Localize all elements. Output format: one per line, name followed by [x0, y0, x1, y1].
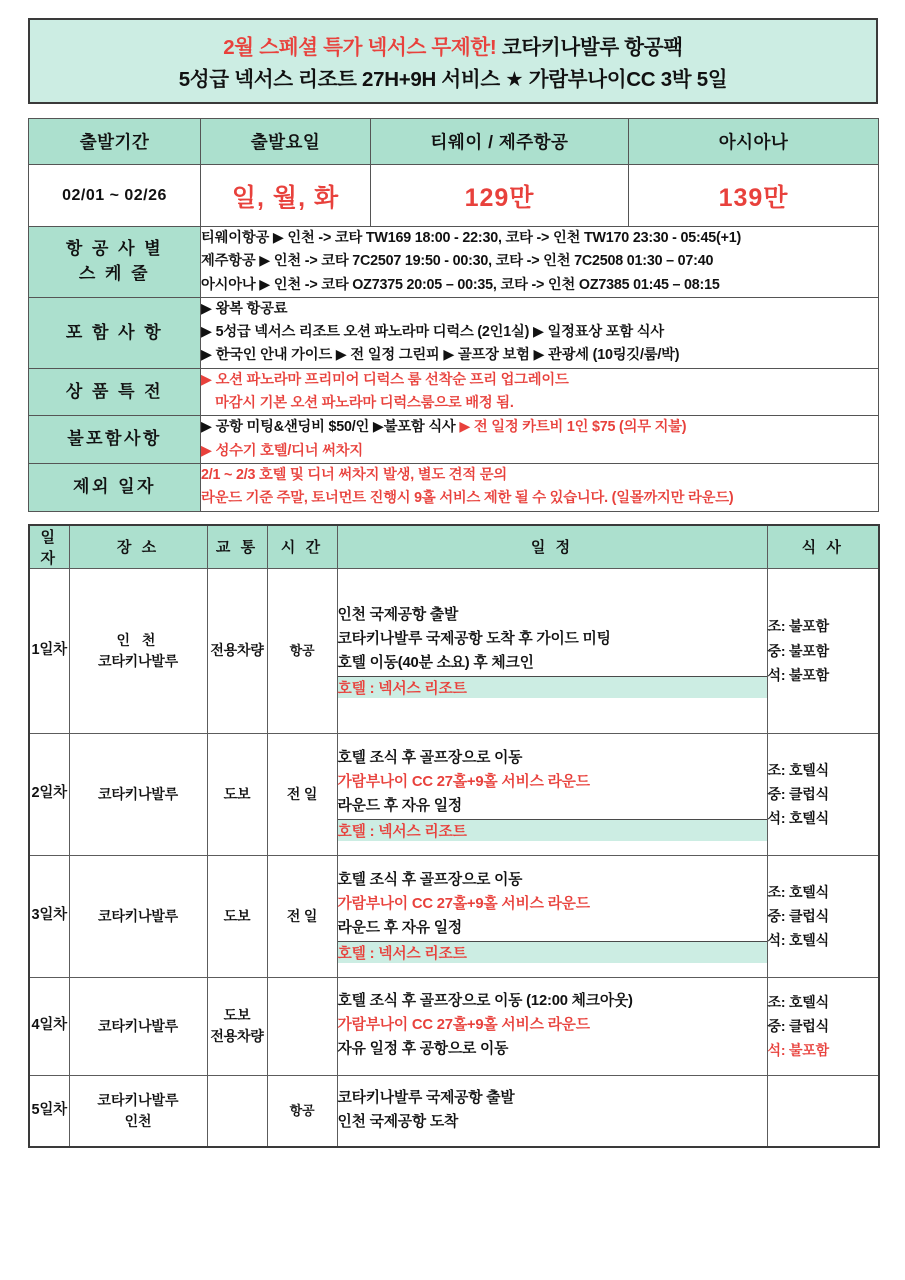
spec-label-airline-schedule [29, 227, 201, 298]
itinerary-header-row [29, 525, 879, 569]
day4-meals [767, 977, 879, 1075]
day4-transport-line2: 전용차량 [210, 1028, 264, 1045]
day1-transport: 전용차량 [207, 568, 267, 733]
day5-sched-line-2: 인천 국제공항 도착 [337, 1113, 459, 1130]
spec-body-blackout-dates [201, 463, 879, 511]
day1-schedule-main [338, 604, 767, 676]
day4-sched-line-3: 자유 일정 후 공항으로 이동 [337, 1041, 509, 1058]
title-line-1-red: 2월 스페셜 특가 넥서스 무제한! [223, 36, 497, 59]
day5-meals [767, 1075, 879, 1147]
day2-sched-line-2: 가람부나이 CC 27홀+9홀 서비스 라운드 [337, 774, 590, 791]
blackout-line-1: 2/1 ~ 2/3 호텔 및 디너 써차지 발생, 별도 견적 문의 [201, 466, 507, 483]
day4-label: 4일차 [29, 977, 69, 1075]
itinerary-header-schedule: 일 정 [337, 525, 767, 569]
inclusions-line-1: ▶ 왕복 항공료 [201, 300, 288, 317]
day4-transport [207, 977, 267, 1075]
day1-meals [767, 568, 879, 733]
spec-header-tway-jeju: 티웨이 / 제주항공 [371, 119, 629, 165]
day1-sched-line-2: 코타키나발루 국제공항 도착 후 가이드 미팅 [337, 630, 611, 647]
day4-transport-line1: 도보 [223, 1007, 251, 1024]
title-line-1-black: 코타키나발루 항공팩 [496, 36, 683, 59]
day2-transport: 도보 [207, 733, 267, 855]
day1-place-line1: 인 천 [116, 631, 160, 648]
blackout-line-2: 라운드 기준 주말, 토너먼트 진행시 9홀 서비스 제한 될 수 있습니다. (일몰까지만 라운드) [201, 490, 734, 507]
day4-meal-dinner: 석: 불포함 [767, 1042, 829, 1059]
spec-label-inclusions: 포 함 사 항 [29, 297, 201, 368]
inclusions-line-2: ▶ 5성급 넥서스 리조트 오션 파노라마 디럭스 (2인1실) ▶ 일정표상 포함 식사 [201, 324, 664, 341]
day3-meal-dinner: 석: 호텔식 [767, 932, 829, 949]
day3-time: 전 일 [267, 855, 337, 977]
spec-body-inclusions [201, 297, 879, 368]
spec-header-period: 출발기간 [29, 119, 201, 165]
spec-value-period: 02/01 ~ 02/26 [29, 165, 201, 227]
day5-place-line1: 코타키나발루 [97, 1091, 179, 1108]
package-spec-table [28, 118, 879, 512]
day2-place: 코타키나발루 [69, 733, 207, 855]
exclusions-line-1-text: ▶ 공항 미팅&샌딩비 $50/인 ▶불포함 식사 ▶ 전 일정 카트비 1인 $75 (의무 지불) [201, 419, 687, 436]
title-line-2: 5성급 넥서스 리조트 27H+9H 서비스 ★ 가람부나이CC 3박 5일 [178, 68, 728, 91]
day5-transport [207, 1075, 267, 1147]
spec-value-tway-jeju-price: 129만 [371, 165, 629, 227]
day1-time: 항공 [267, 568, 337, 733]
day4-schedule-cell [337, 977, 767, 1075]
day5-sched-line-1: 코타키나발루 국제공항 출발 [337, 1089, 515, 1106]
spec-header-row [29, 119, 879, 165]
itinerary-header-place: 장 소 [69, 525, 207, 569]
day3-meals [767, 855, 879, 977]
day1-label: 1일차 [29, 568, 69, 733]
day2-schedule-cell [337, 733, 767, 855]
spec-label-blackout-dates: 제외 일자 [29, 463, 201, 511]
day3-place: 코타키나발루 [69, 855, 207, 977]
benefits-line-1: ▶ 오션 파노라마 프리미어 디럭스 룸 선착순 프리 업그레이드 [201, 371, 569, 388]
day1-hotel: 호텔 : 넥서스 리조트 [338, 676, 767, 698]
day5-place-line2: 인천 [124, 1112, 152, 1129]
airline-schedule-line-3: 아시아나 ▶ 인천 -> 코타 OZ7375 20:05 – 00:35, 코타 -> 인천 OZ7385 01:45 – 08:15 [201, 276, 720, 293]
day5-time: 항공 [267, 1075, 337, 1147]
itinerary-header-time: 시 간 [267, 525, 337, 569]
day2-sched-line-1: 호텔 조식 후 골프장으로 이동 [337, 750, 523, 767]
spec-body-airline-schedule [201, 227, 879, 298]
day4-sched-line-1: 호텔 조식 후 골프장으로 이동 (12:00 체크아웃) [337, 993, 633, 1010]
spec-body-benefits [201, 368, 879, 416]
day1-sched-line-1: 인천 국제공항 출발 [337, 606, 459, 623]
day1-place [69, 568, 207, 733]
day3-meal-lunch: 중: 클럽식 [767, 908, 829, 925]
title-line-1 [223, 30, 683, 60]
spec-label-exclusions: 불포함사항 [29, 416, 201, 464]
day2-hotel: 호텔 : 넥서스 리조트 [338, 820, 767, 842]
day3-hotel: 호텔 : 넥서스 리조트 [338, 942, 767, 964]
inclusions-line-3: ▶ 한국인 안내 가이드 ▶ 전 일정 그린피 ▶ 골프장 보험 ▶ 관광세 (10링깃/룸/박) [201, 347, 680, 364]
spec-row-airline-schedule [29, 227, 879, 298]
spec-header-weekday: 출발요일 [201, 119, 371, 165]
day5-label: 5일차 [29, 1075, 69, 1147]
day4-place: 코타키나발루 [69, 977, 207, 1075]
spec-row-exclusions [29, 416, 879, 464]
day2-meals [767, 733, 879, 855]
exclusions-line-2: ▶ 성수기 호텔/디너 써차지 [201, 442, 363, 459]
spec-value-weekday: 일, 월, 화 [201, 165, 371, 227]
day3-schedule-main [338, 869, 767, 941]
itinerary-header-transport: 교 통 [207, 525, 267, 569]
spec-label-airline-schedule-l2: 스 케 줄 [78, 263, 151, 283]
table-row [29, 733, 879, 855]
itinerary-table [28, 524, 880, 1149]
day1-meal-dinner: 석: 불포함 [767, 666, 829, 683]
spec-label-benefits: 상 품 특 전 [29, 368, 201, 416]
day2-schedule-main [338, 747, 767, 819]
day4-meal-lunch: 중: 클럽식 [767, 1018, 829, 1035]
itinerary-section [28, 524, 878, 1149]
spec-value-asiana-price: 139만 [629, 165, 879, 227]
day2-meal-breakfast: 조: 호텔식 [767, 761, 829, 778]
day4-sched-line-2: 가람부나이 CC 27홀+9홀 서비스 라운드 [337, 1017, 590, 1034]
day3-sched-line-2: 가람부나이 CC 27홀+9홀 서비스 라운드 [337, 896, 590, 913]
table-row [29, 1075, 879, 1147]
day5-schedule-cell [337, 1075, 767, 1147]
day3-label: 3일차 [29, 855, 69, 977]
day3-schedule-cell [337, 855, 767, 977]
benefits-line-2: 마감시 기본 오션 파노라마 디럭스룸으로 배정 됨. [215, 395, 514, 412]
day3-sched-line-3: 라운드 후 자유 일정 [337, 920, 462, 937]
spec-value-row [29, 165, 879, 227]
itinerary-header-meals: 식 사 [767, 525, 879, 569]
day3-sched-line-1: 호텔 조식 후 골프장으로 이동 [337, 872, 523, 889]
day1-place-line2: 코타키나발루 [98, 652, 178, 669]
day1-sched-line-3: 호텔 이동(40분 소요) 후 체크인 [337, 654, 534, 671]
airline-schedule-line-1: 티웨이항공 ▶ 인천 -> 코타 TW169 18:00 - 22:30, 코타 -> 인천 TW170 23:30 - 05:45(+1) [201, 230, 742, 246]
spec-label-airline-schedule-l1: 항 공 사 별 [65, 239, 164, 259]
day2-meal-dinner: 석: 호텔식 [767, 810, 829, 827]
spec-body-exclusions [201, 416, 879, 464]
table-row [29, 568, 879, 733]
day1-schedule-cell [337, 568, 767, 733]
spec-row-benefits [29, 368, 879, 416]
day5-place [69, 1075, 207, 1147]
day4-meal-breakfast: 조: 호텔식 [767, 993, 829, 1010]
table-row [29, 977, 879, 1075]
day2-label: 2일차 [29, 733, 69, 855]
day3-meal-breakfast: 조: 호텔식 [767, 883, 829, 900]
day2-meal-lunch: 중: 클럽식 [767, 786, 829, 803]
day2-time: 전 일 [267, 733, 337, 855]
spec-header-asiana: 아시아나 [629, 119, 879, 165]
spec-row-inclusions [29, 297, 879, 368]
day1-meal-lunch: 중: 불포함 [767, 642, 829, 659]
table-row [29, 855, 879, 977]
day1-meal-breakfast: 조: 불포함 [767, 618, 829, 635]
title-banner [28, 18, 878, 104]
day3-transport: 도보 [207, 855, 267, 977]
day2-sched-line-3: 라운드 후 자유 일정 [337, 798, 462, 815]
day4-time [267, 977, 337, 1075]
exclusions-line-1 [201, 416, 878, 439]
itinerary-header-day: 일 자 [29, 525, 69, 569]
spec-row-blackout-dates [29, 463, 879, 511]
airline-schedule-line-2: 제주항공 ▶ 인천 -> 코타 7C2507 19:50 - 00:30, 코타 -> 인천 7C2508 01:30 – 07:40 [201, 253, 714, 270]
